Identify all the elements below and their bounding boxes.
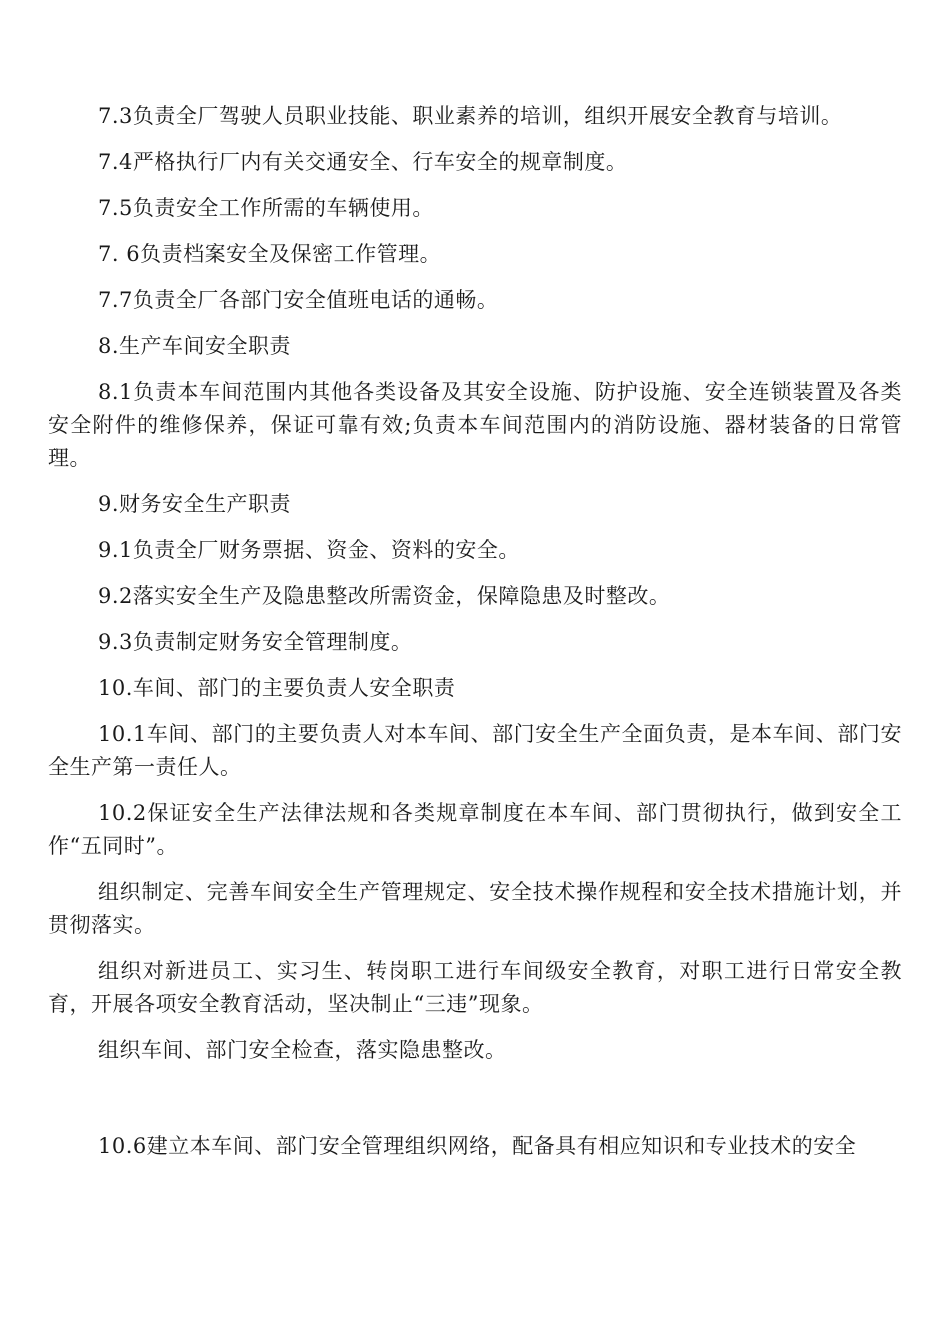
- paragraph-7-4: 7.4严格执行厂内有关交通安全、行车安全的规章制度。: [98, 150, 628, 174]
- paragraph-9-2: 9.2落实安全生产及隐患整改所需资金，保障隐患及时整改。: [98, 584, 671, 608]
- blank-gap: [48, 1080, 902, 1130]
- paragraph-10-4: 组织对新进员工、实习生、转岗职工进行车间级安全教育，对职工进行日常安全教育，开展各项安全教育活动，坚决制止“三违”现象。: [48, 959, 902, 1016]
- paragraph-8-1: 8.1负责本车间范围内其他各类设备及其安全设施、防护设施、安全连锁装置及各类安全附件的维修保养，保证可靠有效;负责本车间范围内的消防设施、器材装备的日常管理。: [48, 380, 902, 470]
- paragraph-10-5: 组织车间、部门安全检查，落实隐患整改。: [98, 1038, 507, 1062]
- paragraph-7-6: 7. 6负责档案安全及保密工作管理。: [98, 242, 442, 266]
- paragraph-10-6: 10.6建立本车间、部门安全管理组织网络，配备具有相应知识和专业技术的安全: [98, 1134, 857, 1158]
- paragraph-7-7: 7.7负责全厂各部门安全值班电话的通畅。: [98, 288, 499, 312]
- paragraph-10-2: 10.2保证安全生产法律法规和各类规章制度在本车间、部门贯彻执行，做到安全工作“五同时”。: [48, 801, 902, 858]
- paragraph-10-1: 10.1车间、部门的主要负责人对本车间、部门安全生产全面负责，是本车间、部门安全生产第一责任人。: [48, 722, 902, 779]
- heading-section-8: 8.生产车间安全职责: [98, 334, 292, 358]
- paragraph-10-3: 组织制定、完善车间安全生产管理规定、安全技术操作规程和安全技术措施计划，并贯彻落实。: [48, 880, 902, 937]
- paragraph-9-3: 9.3负责制定财务安全管理制度。: [98, 630, 413, 654]
- heading-section-10: 10.车间、部门的主要负责人安全职责: [98, 676, 456, 700]
- paragraph-9-1: 9.1负责全厂财务票据、资金、资料的安全。: [98, 538, 520, 562]
- paragraph-7-3: 7.3负责全厂驾驶人员职业技能、职业素养的培训，组织开展安全教育与培训。: [98, 104, 843, 128]
- heading-section-9: 9.财务安全生产职责: [98, 492, 292, 516]
- paragraph-7-5: 7.5负责安全工作所需的车辆使用。: [98, 196, 434, 220]
